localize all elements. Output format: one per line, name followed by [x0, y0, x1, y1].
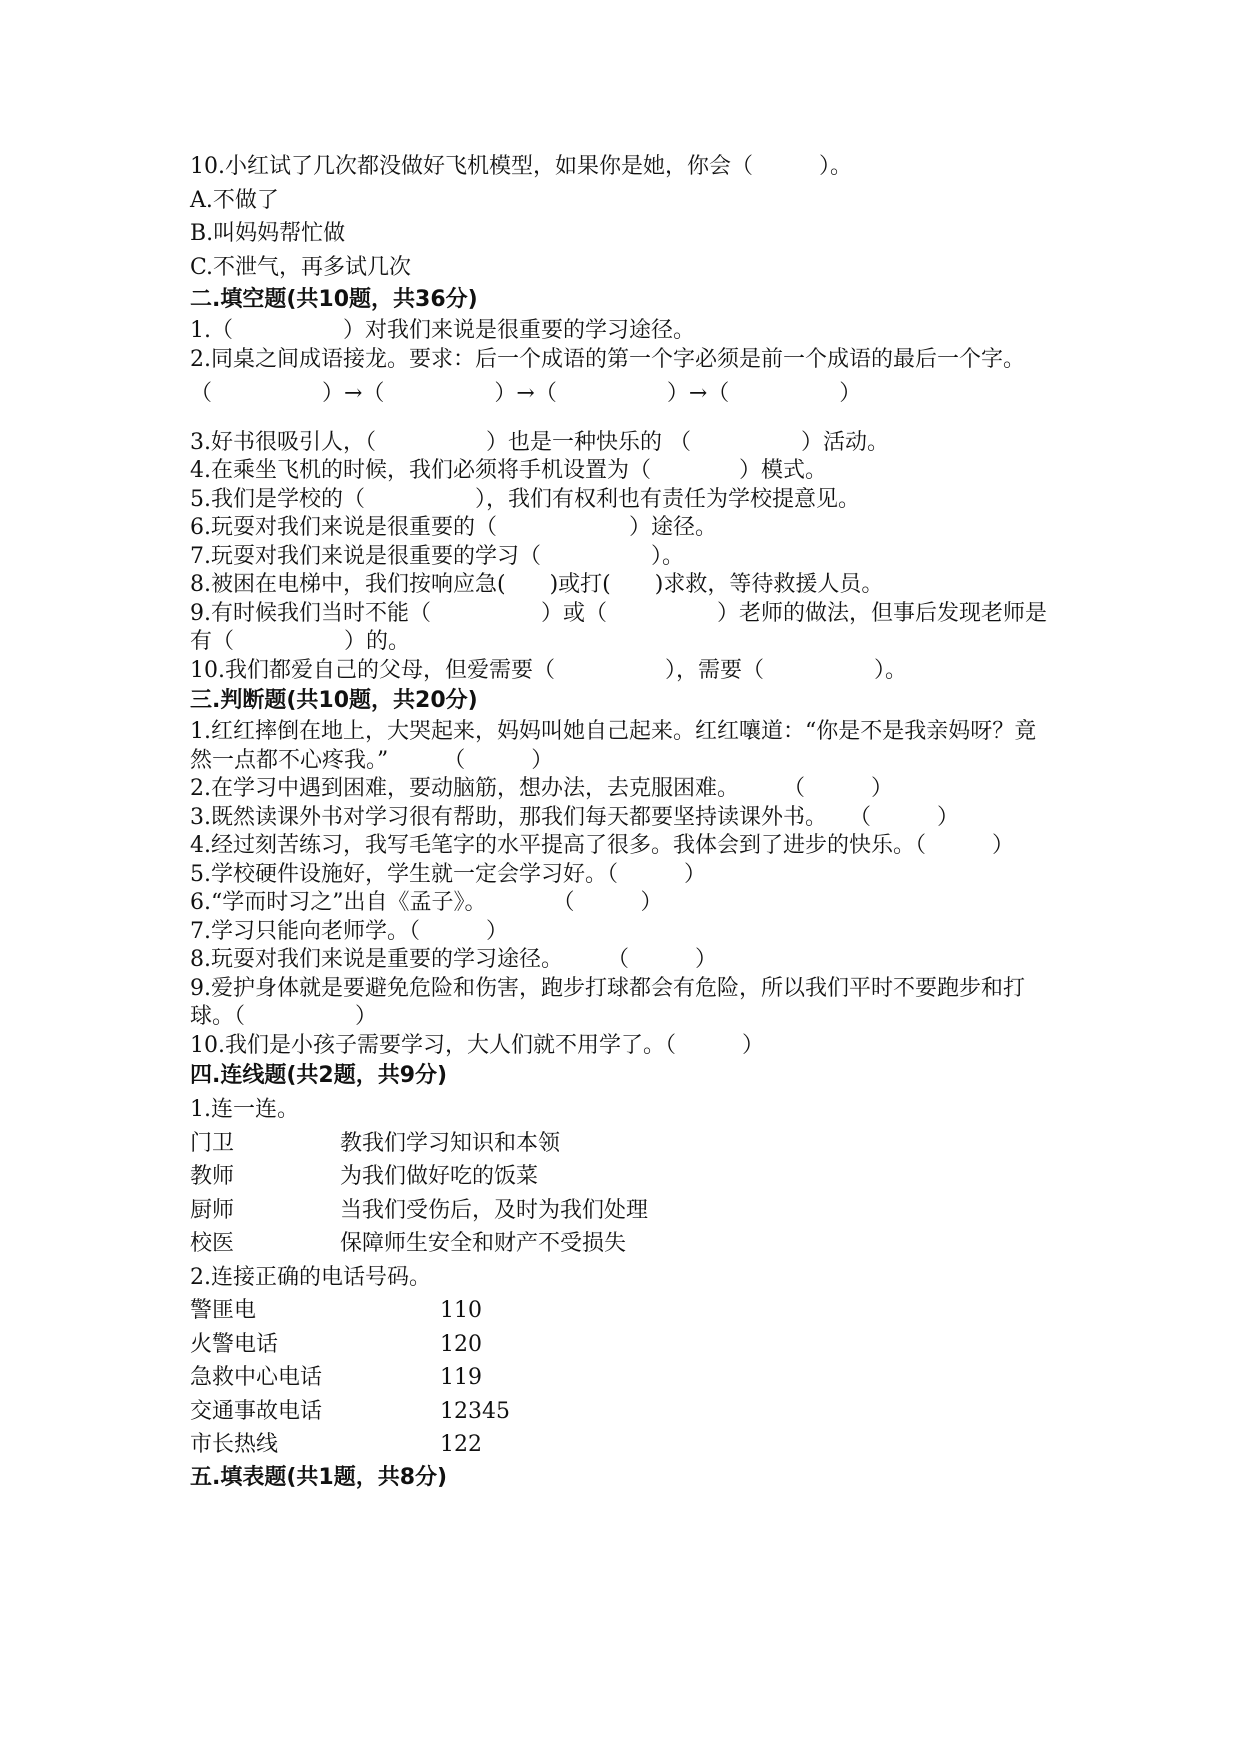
matching-row	[190, 1361, 1050, 1395]
matching-left: 急救中心电话	[190, 1365, 323, 1390]
matching-left: 市长热线	[190, 1432, 279, 1457]
section-title-fill-blank: 二.填空题(共10题，共36分)	[190, 287, 478, 312]
matching-row	[190, 1294, 1050, 1328]
section-matching	[190, 1061, 1050, 1462]
fill-question-6: 6.玩耍对我们来说是很重要的（ ）途径。	[190, 515, 717, 540]
tf-question-4: 4.经过刻苦练习，我写毛笔字的水平提高了很多。我体会到了进步的快乐。（ ）	[190, 833, 1014, 858]
matching-left: 火警电话	[190, 1331, 279, 1357]
section-true-false	[190, 686, 1050, 1060]
tf-question-3: 3.既然读课外书对学习很有帮助，那我们每天都要坚持读课外书。 （ ）	[190, 804, 959, 830]
tf-question-2: 2.在学习中遇到困难，要动脑筋，想办法，去克服困难。 （ ）	[190, 776, 893, 801]
fill-question-1: 1.（ ）对我们来说是很重要的学习途径。	[190, 318, 695, 343]
matching-right: 122	[440, 1432, 482, 1457]
matching-list-phone	[190, 1294, 1050, 1462]
matching-right: 保障师生安全和财产不受损失	[340, 1231, 627, 1256]
matching-list-roles	[190, 1127, 1050, 1261]
matching-left: 教师	[190, 1164, 235, 1189]
idiom-chain-blanks: （ ）→（ ）→（ ）→（ ）	[190, 381, 862, 406]
fill-question-3: 3.好书很吸引人，（ ）也是一种快乐的 （ ）活动。	[190, 429, 889, 455]
option-a: A.不做了	[190, 187, 279, 213]
tf-question-9: 9.爱护身体就是要避免危险和伤害，跑步打球都会有危险，所以我们平时不要跑步和打球。（ ）	[190, 975, 1025, 1029]
section-title-table-fill: 五.填表题(共1题，共8分)	[190, 1464, 448, 1490]
fill-question-4: 4.在乘坐飞机的时候，我们必须将手机设置为（ ）模式。	[190, 458, 827, 483]
fill-question-10: 10.我们都爱自己的父母，但爱需要（ ），需要（ ）。	[190, 657, 907, 683]
spacer	[190, 409, 1050, 429]
matching-row	[190, 1194, 1050, 1228]
matching-right: 为我们做好吃的饭菜	[340, 1164, 539, 1189]
section-title-true-false: 三.判断题(共10题，共20分)	[190, 688, 478, 713]
matching-row	[190, 1127, 1050, 1161]
matching-left: 厨师	[190, 1197, 235, 1223]
matching-right: 120	[440, 1331, 482, 1357]
fill-question-7: 7.玩耍对我们来说是很重要的学习（ ）。	[190, 543, 684, 569]
tf-question-5: 5.学校硬件设施好，学生就一定会学习好。（ ）	[190, 861, 706, 887]
option-b: B.叫妈妈帮忙做	[190, 221, 346, 246]
section-title-matching: 四.连线题(共2题，共9分)	[190, 1063, 448, 1088]
matching-row	[190, 1160, 1050, 1194]
matching-row	[190, 1428, 1050, 1462]
matching-right: 110	[440, 1298, 482, 1323]
matching-left: 校医	[190, 1231, 235, 1256]
tf-question-7: 7.学习只能向老师学。（ ）	[190, 918, 508, 944]
matching-row	[190, 1227, 1050, 1261]
tf-question-1: 1.红红摔倒在地上，大哭起来，妈妈叫她自己起来。红红嚷道：“你是不是我亲妈呀？竟然一点都不心疼我。” （ ）	[190, 719, 1037, 773]
matching-right: 12345	[440, 1398, 510, 1424]
question-stem: 10.小红试了几次都没做好飞机模型，如果你是她，你会（ ）。	[190, 154, 852, 179]
fill-question-8: 8.被困在电梯中，我们按响应急( )或打( )求救，等待救援人员。	[190, 572, 884, 597]
option-c: C.不泄气，再多试几次	[190, 254, 412, 280]
matching-question-1-stem: 1.连一连。	[190, 1097, 299, 1122]
tf-question-10: 10.我们是小孩子需要学习，大人们就不用学了。（ ）	[190, 1032, 764, 1058]
matching-question-2-stem: 2.连接正确的电话号码。	[190, 1264, 431, 1290]
section-table-fill	[190, 1463, 1050, 1493]
matching-right: 教我们学习知识和本领	[340, 1130, 561, 1156]
tf-question-8: 8.玩耍对我们来说是重要的学习途径。 （ ）	[190, 947, 717, 972]
matching-left: 门卫	[190, 1130, 235, 1156]
matching-row	[190, 1395, 1050, 1429]
tf-question-6: 6.“学而时习之”出自《孟子》。 （ ）	[190, 890, 663, 915]
exam-page	[190, 150, 1050, 1495]
choice-question-10	[190, 150, 1050, 284]
matching-row	[190, 1328, 1050, 1362]
matching-left: 交通事故电话	[190, 1398, 323, 1424]
matching-right: 119	[440, 1365, 482, 1390]
fill-question-2: 2.同桌之间成语接龙。要求：后一个成语的第一个字必须是前一个成语的最后一个字。	[190, 346, 1025, 372]
section-fill-blank	[190, 285, 1050, 685]
matching-right: 当我们受伤后，及时为我们处理	[340, 1197, 649, 1223]
fill-question-9: 9.有时候我们当时不能（ ）或（ ）老师的做法，但事后发现老师是有（ ）的。	[190, 600, 1047, 654]
fill-question-5: 5.我们是学校的（ ），我们有权利也有责任为学校提意见。	[190, 486, 860, 512]
matching-left: 警匪电	[190, 1298, 257, 1323]
